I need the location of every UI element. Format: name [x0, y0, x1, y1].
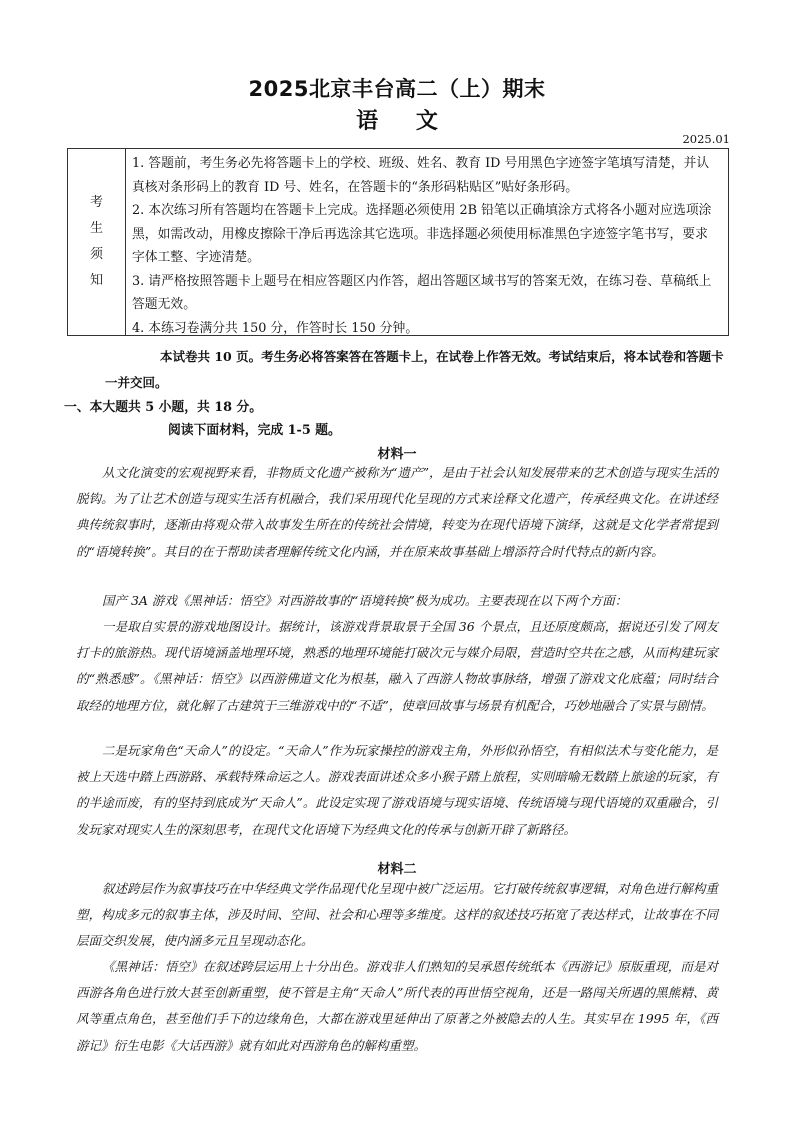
material-1-paragraph: 国产 3A 游戏《黑神话：悟空》对西游故事的“语境转换”极为成功。主要表现在以下两个方面：: [102, 593, 628, 608]
exam-title: 2025北京丰台高二（上）期末: [248, 77, 546, 101]
notice-item: 2. 本次练习所有答题均在答题卡上完成。选择题必须使用 2B 铅笔以正确填涂方式将各小题对应选项涂黑，如需改动，用橡皮擦除干净后再选涂其它选项。非选择题必须使用标准黑色字迹签字笔书写，要求字体工整、字迹清楚。: [132, 203, 712, 265]
notice-label: [68, 149, 126, 335]
material-2-paragraph: 《黑神话：悟空》在叙述跨层运用上十分出色。游戏非人们熟知的吴承恩传统纸本《西游记》原版重现，而是对西游各角色进行放大甚至创新重塑，使不管是主角“天命人”所代表的再世悟空视角，还是一路闯关所遇的黑熊精、黄风等重点角色，甚至他们手下的边缘角色，大都在游戏里延伸出了原著之外被隐去的人生。其实早在 1995 年，《西游记》衍生电影《大话西游》就有如此对西游角色的解构重塑。: [76, 959, 718, 1053]
section-instruction: 阅读下面材料，完成 1-5 题。: [168, 423, 341, 438]
exam-intro: 本试卷共 10 页。考生务必将答案答在答题卡上，在试卷上作答无效。考试结束后，将本试卷和答题卡一并交回。: [105, 349, 724, 390]
notice-items: [126, 149, 728, 335]
section-heading: 一、本大题共 5 小题，共 18 分。: [64, 400, 263, 415]
notice-item: 4. 本练习卷满分共 150 分，作答时长 150 分钟。: [132, 320, 419, 336]
material-1-title: 材料一: [377, 447, 417, 462]
material-1-paragraph: 二是玩家角色“天命人”的设定。“天命人”作为玩家操控的游戏主角，外形似孙悟空，有相似法术与变化能力，是被上天选中踏上西游路、承载特殊命运之人。游戏表面讲述众多小猴子踏上旅程，实则暗喻无数踏上旅途的玩家，有的半途而废，有的坚持到底成为“天命人”。此设定实现了游戏语境与现实语境、传统语境与现代语境的双重融合，引发玩家对现实人生的深刻思考，在现代文化语境下为经典文化的传承与创新开辟了新路径。: [76, 743, 718, 837]
material-2-paragraph: 叙述跨层作为叙事技巧在中华经典文学作品现代化呈现中被广泛运用。它打破传统叙事逻辑，对角色进行解构重塑，构成多元的叙事主体，涉及时间、空间、社会和心理等多维度。这样的叙述技巧拓宽了表达样式，让故事在不同层面交织发展，使内涵多元且呈现动态化。: [76, 881, 718, 949]
notice-item: 3. 请严格按照答题卡上题号在相应答题区内作答，超出答题区域书写的答案无效，在练习卷、草稿纸上答题无效。: [132, 273, 712, 312]
subject-title: 语 文: [356, 109, 438, 134]
notice-label-char: 知: [89, 273, 103, 288]
material-1-paragraph: 从文化演变的宏观视野来看，非物质文化遗产被称为“遗产”，是由于社会认知发展带来的艺术创造与现实生活的脱钩。为了让艺术创造与现实生活有机融合，我们采用现代化呈现的方式来诠释文化遗产，传承经典文化。在讲述经典传统叙事时，逐渐由将观众带入故事发生所在的传统社会情境，转变为在现代语境下演绎，这就是文化学者常提到的“语境转换”。其目的在于帮助读者理解传统文化内涵，并在原来故事基础上增添符合时代特点的新内容。: [76, 465, 718, 559]
candidate-notice-box: [67, 148, 729, 336]
notice-label-char: 须: [89, 247, 103, 262]
notice-item: 1. 答题前，考生务必先将答题卡上的学校、班级、姓名、教育 ID 号用黑色字迹签字笔填写清楚，并认真核对条形码上的教育 ID 号、姓名，在答题卡的“条形码粘贴区”贴好条形码。: [132, 156, 710, 195]
material-1-paragraph: 一是取自实景的游戏地图设计。据统计，该游戏背景取景于全国 36 个景点，且还原度颇高，据说还引发了网友打卡的旅游热。现代语境涵盖地理环境，熟悉的地理环境能打破次元与媒介局限，营造时空共在之感，从而构建玩家的“熟悉感”。《黑神话：悟空》以西游佛道文化为根基，融入了西游人物故事脉络，增强了游戏文化底蕴；同时结合取经的地理方位，就化解了古建筑于三维游戏中的“不适”，使章回故事与场景有机配合，巧妙地融合了实景与剧情。: [76, 619, 718, 713]
notice-label-char: 生: [89, 221, 103, 236]
material-2-title: 材料二: [377, 862, 417, 877]
notice-label-char: 考: [89, 195, 103, 210]
exam-date: 2025.01: [682, 132, 730, 146]
